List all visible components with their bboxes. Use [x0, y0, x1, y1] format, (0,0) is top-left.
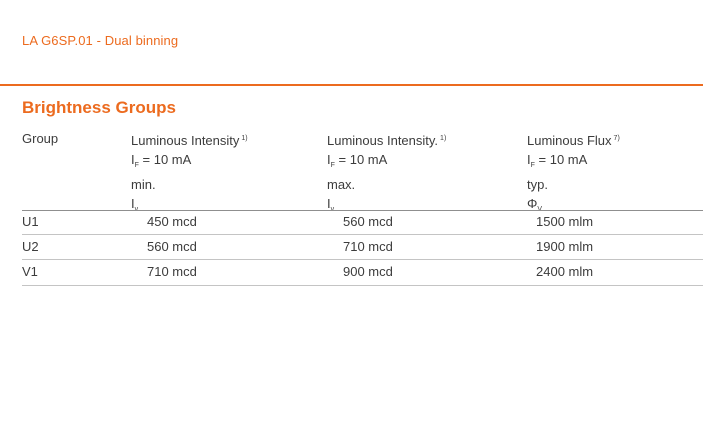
column-header-intensity-max	[327, 129, 446, 219]
unit-symbol: Φ	[527, 196, 538, 211]
table-row	[0, 261, 722, 285]
column-title: Luminous Intensity	[131, 133, 240, 148]
column-header-group	[22, 129, 58, 148]
condition-symbol: I	[131, 152, 135, 167]
column-header-luminous-flux	[527, 129, 620, 219]
row-divider	[22, 259, 703, 260]
condition-value: = 10 mA	[138, 152, 192, 167]
unit-symbol: I	[327, 196, 331, 211]
table-row	[0, 211, 722, 235]
table-row	[0, 236, 722, 260]
cell-intensity-max: 560 mcd	[343, 214, 393, 229]
footnote-ref: 1)	[241, 135, 248, 142]
cell-intensity-max: 710 mcd	[343, 239, 393, 254]
cell-luminous-flux: 1500 mlm	[536, 214, 594, 229]
cell-luminous-flux: 2400 mlm	[536, 264, 594, 279]
column-title: Group	[22, 131, 59, 146]
cell-intensity-max: 900 mcd	[343, 264, 393, 279]
footnote-ref: 1)	[440, 135, 447, 142]
qualifier: min.	[131, 177, 156, 192]
cell-intensity-min: 560 mcd	[147, 239, 197, 254]
qualifier: typ.	[527, 177, 548, 192]
cell-group: V1	[22, 264, 38, 279]
row-divider	[22, 285, 703, 286]
product-title: LA G6SP.01 - Dual binning	[22, 33, 179, 48]
cell-intensity-min: 710 mcd	[147, 264, 197, 279]
condition-value: = 10 mA	[334, 152, 388, 167]
column-title: Luminous Flux	[527, 133, 612, 148]
condition-subscript: F	[134, 162, 139, 169]
footnote-ref: 7)	[613, 135, 620, 142]
qualifier: max.	[327, 177, 356, 192]
cell-luminous-flux: 1900 mlm	[536, 239, 594, 254]
condition-subscript: F	[330, 162, 335, 169]
row-divider	[22, 234, 703, 235]
unit-subscript: v	[134, 206, 139, 213]
section-title: Brightness Groups	[22, 98, 176, 117]
cell-group: U2	[22, 239, 39, 254]
column-header-intensity-min	[131, 129, 248, 219]
condition-value: = 10 mA	[534, 152, 588, 167]
header-divider	[0, 84, 703, 86]
condition-symbol: I	[327, 152, 331, 167]
unit-symbol: I	[131, 196, 135, 211]
cell-intensity-min: 450 mcd	[147, 214, 197, 229]
unit-subscript: v	[330, 206, 335, 213]
column-title: Luminous Intensity.	[327, 133, 439, 148]
condition-symbol: I	[527, 152, 531, 167]
condition-subscript: F	[530, 162, 535, 169]
unit-subscript: V	[537, 206, 543, 213]
cell-group: U1	[22, 214, 39, 229]
